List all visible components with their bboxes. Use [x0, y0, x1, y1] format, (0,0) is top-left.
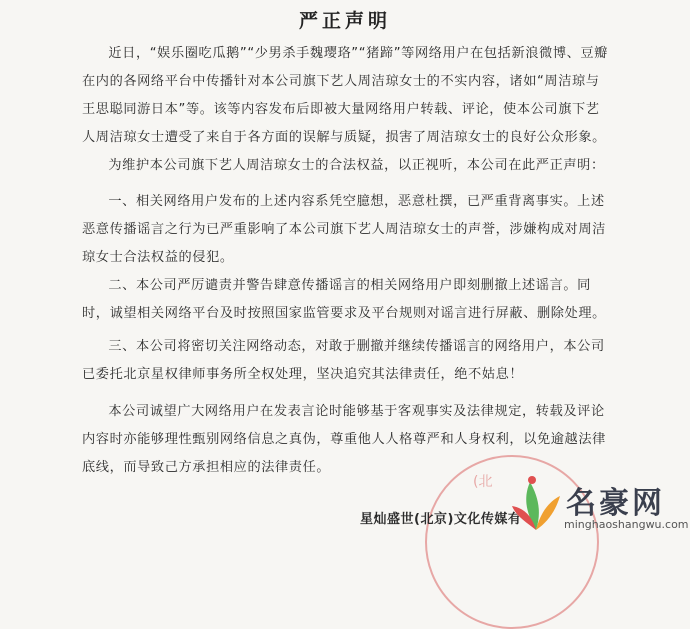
paragraph-point-one: 一、相关网络用户发布的上述内容系凭空臆想，恶意杜撰，已严重背离事实。上述恶意传播谣言之行为已严重影响了本公司旗下艺人周洁琼女士的声誉，涉嫌构成对周洁琼女士合法权益的侵犯。: [82, 194, 606, 265]
seal-text: (北: [473, 474, 493, 490]
leaf-logo-icon: [508, 470, 564, 536]
paragraph-declaration: 为维护本公司旗下艺人周洁琼女士的合法权益，以正视听，本公司在此严正声明：: [108, 158, 605, 173]
watermark-site-url: minghaoshangwu.com: [564, 518, 689, 531]
paragraph-point-three: 三、本公司将密切关注网络动态，对敢于删撤并继续传播谣言的网络用户，本公司已委托北京星权律师事务所全权处理，坚决追究其法律责任，绝不姑息！: [82, 339, 605, 382]
document-title: 严正声明: [298, 10, 391, 32]
paragraph-closing: 本公司诚望广大网络用户在发表言论时能够基于客观事实及法律规定，转载及评论内容时亦能够理性甄别网络信息之真伪，尊重他人人格尊严和人身权利，以免逾越法律底线，而导致己方承担相应的法律责任。: [82, 404, 606, 475]
company-signature: 星灿盛世(北京)文化传媒有: [360, 512, 522, 527]
watermark-site-name: 名豪网: [566, 486, 665, 521]
paragraph-intro: 近日，“娱乐圈吃瓜鹅”“少男杀手魏璎珞”“猪蹄”等网络用户在包括新浪微博、豆瓣在内的各网络平台中传播针对本公司旗下艺人周洁琼女士的不实内容，诸如“周洁琼与王思聪同游日本”等。该等内容发布后即被大量网络用户转载、评论，使本公司旗下艺人周洁琼女士遭受了来自于各方面的误解与质疑，损害了周洁琼女士的良好公众形象。: [82, 46, 608, 145]
site-watermark: [508, 470, 690, 540]
paragraph-point-two: 二、本公司严厉谴责并警告肆意传播谣言的相关网络用户即刻删撤上述谣言。同时，诚望相关网络平台及时按照国家监管要求及平台规则对谣言进行屏蔽、删除处理。: [82, 278, 606, 321]
